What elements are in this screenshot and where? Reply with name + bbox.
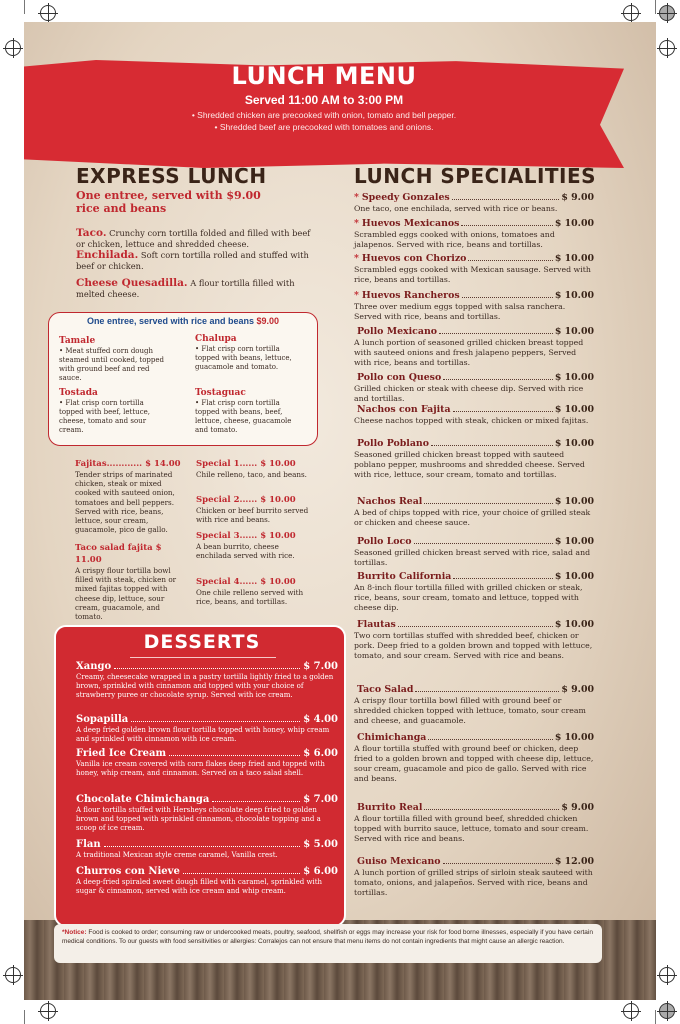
item-desc: An 8-inch flour tortilla filled with grilled chicken or steak, rice, beans, sour cream, tomato and lettuce, topped with cheese dip.	[354, 583, 583, 612]
item-desc: Tender strips of marinated chicken, steak or mixed cooked with sauteed onion, tomatoes and bell peppers. Served with rice, beans, lettuce, sour cream, guacamole, pico de gallo.	[75, 470, 175, 535]
serving-hours: Served 11:00 AM to 3:00 PM	[244, 93, 404, 107]
item-name: Chocolate Chimichanga	[76, 794, 210, 805]
special-nachos-real	[354, 496, 594, 528]
desserts-panel	[54, 625, 346, 927]
item-price: $ 10.00	[554, 438, 594, 449]
crop-line	[24, 0, 25, 14]
item-desc: • Flat crisp corn tortilla topped with beans, lettuce, guacamole and tomato.	[195, 345, 292, 371]
item-price: $ 9.00	[561, 802, 594, 813]
item-desc: Seasoned grilled chicken breast topped with sauteed poblano pepper, mushrooms and shredded cheese. Served with rice, lettuce, sour cream, tomato and tortillas.	[354, 450, 585, 479]
item-name: Burrito California	[357, 571, 452, 582]
combo-fajitas	[75, 458, 187, 534]
item-name: Pollo Loco	[357, 536, 412, 547]
express-lunch-heading: EXPRESS LUNCH	[76, 164, 267, 188]
box-item-tostaguac	[195, 387, 305, 435]
dessert-chocolate-chimichanga	[76, 793, 338, 833]
menu-item-enchilada	[76, 250, 312, 272]
dessert-churros-con-nieve	[76, 865, 338, 896]
item-price: $ 4.00	[303, 714, 338, 725]
item-desc: Grilled chicken or steak with cheese dip. Served with rice and tortillas.	[354, 384, 584, 403]
item-name: Huevos Rancheros	[361, 290, 460, 301]
item-name: Nachos Real	[357, 496, 423, 507]
item-name: Special 1......	[196, 459, 258, 469]
item-desc: A crispy flour tortilla bowl filled with steak, chicken or mixed fajitas topped with cheese dip, lettuce, sour cream, guacamole, and tomato.	[75, 566, 177, 622]
item-price: $ 5.00	[303, 839, 338, 850]
item-desc: • Flat crisp corn tortilla topped with beef, lettuce, cheese, tomato and sour cream.	[59, 399, 150, 434]
item-name: Special 2......	[196, 495, 258, 505]
crop-line	[655, 1010, 656, 1024]
item-price: $ 10.00	[260, 577, 296, 587]
item-name: Taco Salad	[357, 684, 414, 695]
item-price: $ 10.00	[554, 619, 594, 630]
item-name: Flautas	[357, 619, 396, 630]
dessert-flan	[76, 838, 338, 860]
box-item-tamale	[59, 335, 169, 383]
item-name: Enchilada.	[76, 249, 139, 261]
combo-special-3	[196, 530, 310, 560]
item-price: $ 9.00	[561, 192, 594, 203]
box-item-tostada	[59, 387, 169, 435]
item-desc: A deep-fried spiraled sweet dough filled with caramel, sprinkled with sugar & cinnamon, served with ice cream and whip cream.	[76, 878, 323, 895]
item-desc: Three over medium eggs topped with salsa ranchera. Served with rice, beans and tortillas.	[354, 302, 566, 321]
special-pollo-poblano	[354, 438, 594, 480]
notice-text: Food is cooked to order; consuming raw or undercooked meats, poultry, seafood, shellfish or eggs may increase your risk for food borne illnesses, especially if you have certain medical conditions. To our guests with food sensitivities or allergies: Corralejos can not ensure that menu items do not contain ingredients that might cause an allergic reaction.	[62, 929, 593, 945]
item-price: $ 10.00	[260, 495, 296, 505]
special-speedy-gonzales	[354, 192, 594, 214]
item-desc: A lunch portion of seasoned grilled chicken breast topped with sauteed onions and fresh jalapeno peppers, Served with rice, beans and tortillas.	[354, 338, 584, 367]
menu-page	[24, 22, 656, 1000]
item-desc: One taco, one enchilada, served with rice or beans.	[354, 204, 558, 213]
item-desc: Seasoned grilled chicken breast served with rice, salad and tortillas.	[354, 548, 591, 567]
item-price: $ 6.00	[303, 748, 338, 759]
combo-special-2	[196, 494, 310, 524]
item-desc: A bed of chips topped with rice, your choice of grilled steak or chicken and cheese sauce.	[354, 508, 591, 527]
registration-mark-icon	[659, 967, 675, 983]
item-desc: Crunchy corn tortilla folded and filled with beef or chicken, lettuce and shredded cheese.	[76, 228, 311, 249]
item-desc: A flour tortilla filled with ground beef, shredded chicken topped with burrito sauce, lettuce, tomato and sour cream. Served with rice and beans.	[354, 814, 589, 843]
special-flautas	[354, 619, 594, 661]
combo-special-4	[196, 576, 310, 606]
registration-mark-icon	[659, 5, 675, 21]
item-name: Taco.	[76, 227, 107, 239]
star-marker: *	[354, 218, 359, 229]
item-name: Flan	[76, 839, 101, 850]
item-name: Fried Ice Cream	[76, 748, 167, 759]
chicken-note: • Shredded chicken are precooked with onion, tomato and bell pepper.	[191, 110, 457, 120]
item-price: $ 10.00	[554, 496, 594, 507]
item-price: $ 6.00	[303, 866, 338, 877]
item-name: Chimichanga	[357, 732, 427, 743]
item-name: Pollo Mexicano	[357, 326, 438, 337]
special-huevos-mexicanos	[354, 218, 594, 250]
item-name: Churros con Nieve	[76, 866, 180, 877]
special-taco-salad	[354, 684, 594, 726]
entree-box-label: One entree, served with rice and beans	[86, 316, 254, 326]
item-desc: Vanilla ice cream covered with corn flakes deep fried and topped with honey, whip cream, and cinnamon. Served on a taco salad shell.	[76, 760, 325, 777]
item-name: Special 3......	[196, 531, 258, 541]
special-nachos-con-fajita	[354, 404, 594, 426]
item-price: $ 10.00	[554, 290, 594, 301]
item-name: Guiso Mexicano	[357, 856, 441, 867]
dessert-fried-ice-cream	[76, 747, 338, 778]
item-desc: A lunch portion of grilled strips of sirloin steak sauteed with tomato, onions, and jalapeños. Served with rice, beans and tortillas.	[354, 868, 593, 897]
allergy-notice	[54, 924, 602, 963]
registration-mark-icon	[659, 40, 675, 56]
special-burrito-california	[354, 571, 594, 613]
item-price: $ 12.00	[554, 856, 594, 867]
special-guiso-mexicano	[354, 856, 594, 898]
registration-mark-icon	[40, 1003, 56, 1019]
registration-mark-icon	[40, 5, 56, 21]
dessert-xango	[76, 660, 338, 700]
combo-special-1	[196, 458, 310, 479]
item-price: $ 10.00	[554, 218, 594, 229]
item-price: $ 9.00	[561, 684, 594, 695]
special-pollo-con-queso	[354, 372, 594, 404]
item-price: $ 10.00	[554, 536, 594, 547]
item-desc: Two corn tortillas stuffed with shredded beef, chicken or pork. Deep fried to a golden brown and topped with lettuce, tomato, and sour cream. Served with rice and beans.	[354, 631, 593, 660]
item-name: Pollo Poblano	[357, 438, 430, 449]
item-name: Huevos Mexicanos	[361, 218, 460, 229]
item-desc: One chile relleno served with rice, beans, and tortillas.	[196, 588, 304, 607]
item-desc: A flour tortilla stuffed with ground beef or chicken, deep fried to a golden brown and topped with cheese dip, lettuce, sour cream, guacamole and pico de gallo. Served with rice and beans.	[354, 744, 594, 783]
item-name: Speedy Gonzales	[361, 192, 450, 203]
lunch-specialities-heading: LUNCH SPECIALITIES	[354, 164, 597, 188]
registration-mark-icon	[5, 967, 21, 983]
item-desc: • Flat crisp corn tortilla topped with beans, beef, lettuce, cheese, guacamole and tomato.	[195, 399, 292, 434]
item-price: $ 10.00	[260, 459, 296, 469]
crop-line	[24, 1010, 25, 1024]
item-desc: A bean burrito, cheese enchilada served with rice.	[196, 542, 295, 561]
item-desc: A deep fried golden brown flour tortilla topped with honey, whip cream and sprinkled with cinnamon with ice cream.	[76, 726, 330, 743]
item-desc: A flour tortilla filled with melted cheese.	[76, 278, 295, 299]
registration-mark-icon	[5, 40, 21, 56]
item-price: $ 14.00	[145, 459, 181, 469]
menu-item-cheese-quesadilla	[76, 278, 312, 300]
item-price: $ 10.00	[554, 732, 594, 743]
item-name: Xango	[76, 661, 112, 672]
desserts-heading: DESSERTS	[143, 631, 261, 653]
item-price: $ 7.00	[303, 794, 338, 805]
item-desc: Scrambled eggs cooked with Mexican sausage. Served with rice, beans and tortillas.	[354, 265, 591, 284]
item-desc: A flour tortilla stuffed with Hersheys chocolate deep fried to golden brown and topped with sprinkled cinnamon, chocolate topping and a scoop of ice cream.	[76, 806, 321, 832]
star-marker: *	[354, 290, 359, 301]
item-name: Fajitas............	[75, 459, 143, 469]
item-price: $ 7.00	[303, 661, 338, 672]
item-price: $ 10.00	[554, 404, 594, 415]
item-price: $ 10.00	[554, 372, 594, 383]
item-name: Pollo con Queso	[357, 372, 442, 383]
item-desc: Chicken or beef burrito served with rice and beans.	[196, 506, 309, 525]
special-huevos-con-chorizo	[354, 253, 594, 285]
item-price: $ 10.00	[554, 326, 594, 337]
item-price: $ 10.00	[554, 571, 594, 582]
registration-mark-icon	[659, 1003, 675, 1019]
item-price: $ 10.00	[554, 253, 594, 264]
item-name: Tamale	[59, 336, 96, 346]
special-huevos-rancheros	[354, 290, 594, 322]
special-burrito-real	[354, 802, 594, 844]
dessert-sopapilla	[76, 713, 338, 744]
item-name: Taco salad fajita $ 11.00	[75, 543, 162, 565]
entree-box-header	[49, 316, 317, 326]
item-name: Huevos con Chorizo	[361, 253, 467, 264]
menu-title: LUNCH MENU	[231, 62, 417, 90]
registration-mark-icon	[623, 1003, 639, 1019]
box-item-chalupa	[195, 333, 305, 372]
entree-box-price: $9.00	[256, 316, 280, 326]
item-desc: Creamy, cheesecake wrapped in a pastry tortilla lightly fried to a golden brown, sprinkled with cinnamon and topped with your choice of strawberry puree or chocolate syrup. Served with ice cream.	[76, 673, 334, 699]
divider	[130, 657, 276, 658]
item-desc: Scrambled eggs cooked with onions, tomatoes and jalapenos. Served with rice, beans and tortillas.	[354, 230, 555, 249]
special-chimichanga	[354, 732, 594, 784]
combo-taco-salad-fajita	[75, 542, 187, 621]
item-name: Cheese Quesadilla.	[76, 277, 188, 289]
item-desc: • Meat stuffed corn dough steamed until cooked, topped with ground beef and red sauce.	[59, 347, 165, 382]
menu-item-taco	[76, 228, 312, 250]
item-name: Nachos con Fajita	[357, 404, 451, 415]
entree-box	[48, 312, 318, 446]
item-desc: A crispy flour tortilla bowl filled with ground beef or shredded chicken topped with lettuce, tomato, sour cream and cheese, and guacamole.	[354, 696, 586, 725]
beef-note: • Shredded beef are precooked with tomatoes and onions.	[214, 122, 434, 132]
star-marker: *	[354, 253, 359, 264]
express-lunch-subtitle: One entree, served with $9.00 rice and beans	[76, 189, 261, 215]
item-name: Tostada	[59, 388, 98, 398]
registration-mark-icon	[623, 5, 639, 21]
special-pollo-loco	[354, 536, 594, 568]
item-desc: Chile relleno, taco, and beans.	[196, 470, 307, 479]
item-name: Special 4......	[196, 577, 258, 587]
item-name: Sopapilla	[76, 714, 129, 725]
item-name: Burrito Real	[357, 802, 423, 813]
item-name: Chalupa	[195, 334, 237, 344]
item-price: $ 10.00	[260, 531, 296, 541]
star-marker: *	[354, 192, 359, 203]
item-name: Tostaguac	[195, 388, 246, 398]
notice-label: *Notice:	[62, 929, 87, 936]
crop-line	[655, 0, 656, 14]
item-desc: Soft corn tortilla rolled and stuffed with beef or chicken.	[76, 250, 309, 271]
item-desc: A traditional Mexican style creme caramel, Vanilla crest.	[76, 851, 278, 859]
item-desc: Cheese nachos topped with steak, chicken or mixed fajitas.	[354, 416, 589, 425]
special-pollo-mexicano	[354, 326, 594, 368]
